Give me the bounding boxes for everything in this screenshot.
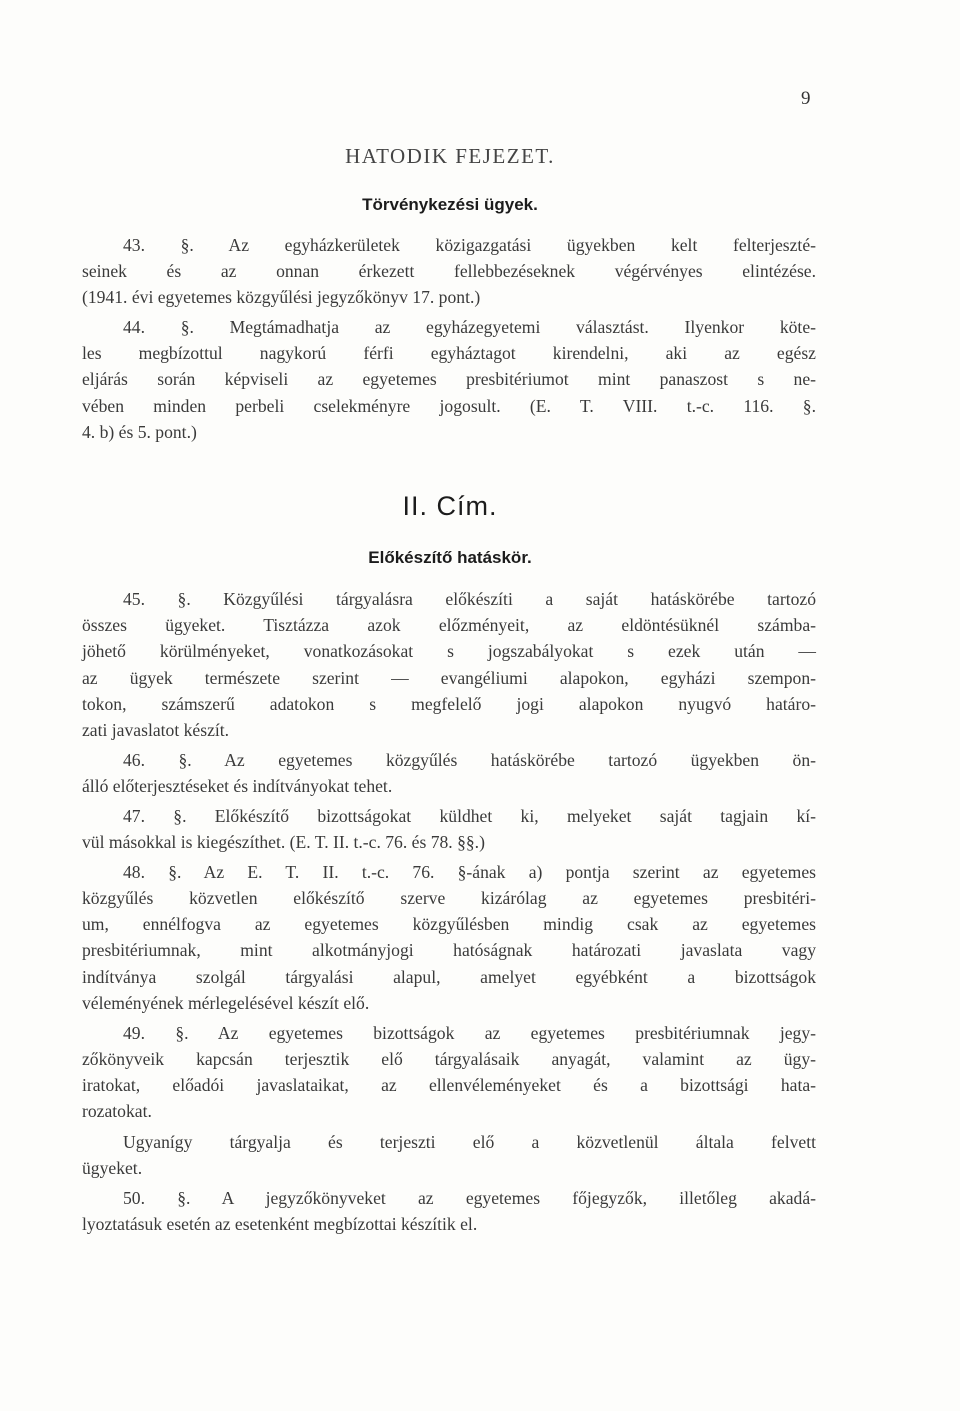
page-number: 9	[801, 88, 811, 109]
text-line: az ügyek természete szerint — evangéliumi alapokon, egyházi szempon-	[82, 668, 816, 688]
text-line: közgyűlés közvetlen előkészítő szerve kizárólag az egyetemes presbitéri-	[82, 888, 816, 908]
text-line: Ugyanígy tárgyalja és terjeszti elő a közvetlenül általa felvett	[123, 1132, 816, 1152]
text-line: véleményének mérlegelésével készít elő.	[82, 993, 370, 1013]
text-line: összes ügyeket. Tisztázza azok előzményeit, az eldöntésüknél számba-	[82, 615, 816, 635]
text-line: 44. §. Megtámadhatja az egyházegyetemi választást. Ilyenkor köte-	[123, 317, 816, 337]
text-line: álló előterjesztéseket és indítványokat tehet.	[82, 776, 393, 796]
text-line: rozatokat.	[82, 1101, 152, 1121]
text-line: iratokat, előadói javaslataikat, az ellenvéleményeket és a bizottsági hata-	[82, 1075, 816, 1095]
text-line: indítványa szolgál tárgyalási alapul, amelyet egyébként a bizottságok	[82, 967, 816, 987]
text-line: jöhető körülményeket, vonatkozásokat s jogszabályokat s ezek után —	[82, 641, 816, 661]
text-line: presbitériumnak, mint alkotmányjogi hatóságnak határozati javaslata vagy	[82, 940, 816, 960]
text-line: 46. §. Az egyetemes közgyűlés hatáskörébe tartozó ügyekben ön-	[123, 750, 816, 770]
text-line: 43. §. Az egyházkerületek közigazgatási ügyekben kelt felterjeszté-	[123, 235, 816, 255]
text-line: tokon, számszerű adatokon s megfelelő jogi alapokon nyugvó határo-	[82, 694, 816, 714]
text-line: 4. b) és 5. pont.)	[82, 422, 197, 442]
text-line: zati javaslatot készít.	[82, 720, 230, 740]
text-line: 49. §. Az egyetemes bizottságok az egyetemes presbitériumnak jegy-	[123, 1023, 816, 1043]
text-line: ügyeket.	[82, 1158, 143, 1178]
text-line: um, ennélfogva az egyetemes közgyűlésben mindig csak az egyetemes	[82, 914, 816, 934]
text-line: eljárás során képviseli az egyetemes presbitériumot mint panaszost s ne-	[82, 369, 816, 389]
section-heading-torvenykezesi: Törvénykezési ügyek.	[362, 195, 538, 214]
part-title: II. Cím.	[402, 491, 498, 521]
text-line: (1941. évi egyetemes közgyűlési jegyzőkönyv 17. pont.)	[82, 287, 481, 307]
text-line: 45. §. Közgyűlési tárgyalásra előkészíti a saját hatáskörébe tartozó	[123, 589, 816, 609]
text-line: 50. §. A jegyzőkönyveket az egyetemes főjegyzők, illetőleg akadá-	[123, 1188, 816, 1208]
text-line: vül másokkal is kiegészíthet. (E. T. II. t.-c. 76. és 78. §§.)	[82, 832, 485, 852]
section-heading-elokeszito: Előkészítő hatáskör.	[368, 548, 532, 567]
text-line: 48. §. Az E. T. II. t.-c. 76. §-ának a) pontja szerint az egyetemes	[123, 862, 816, 882]
text-line: seinek és az onnan érkezett fellebbezéseknek végérvényes elintézése.	[82, 261, 816, 281]
text-line: vében minden perbeli cselekményre jogosult. (E. T. VIII. t.-c. 116. §.	[82, 396, 816, 416]
text-line: zőkönyveik kapcsán terjesztik elő tárgyalásaik anyagát, valamint az ügy-	[82, 1049, 816, 1069]
text-line: les megbízottul nagykorú férfi egyháztagot kirendelni, aki az egész	[82, 343, 816, 363]
chapter-title: HATODIK FEJEZET.	[345, 144, 555, 168]
text-line: 47. §. Előkészítő bizottságokat küldhet ki, melyeket saját tagjain kí-	[123, 806, 816, 826]
text-line: lyoztatásuk esetén az esetenként megbízottai készítik el.	[82, 1214, 478, 1234]
